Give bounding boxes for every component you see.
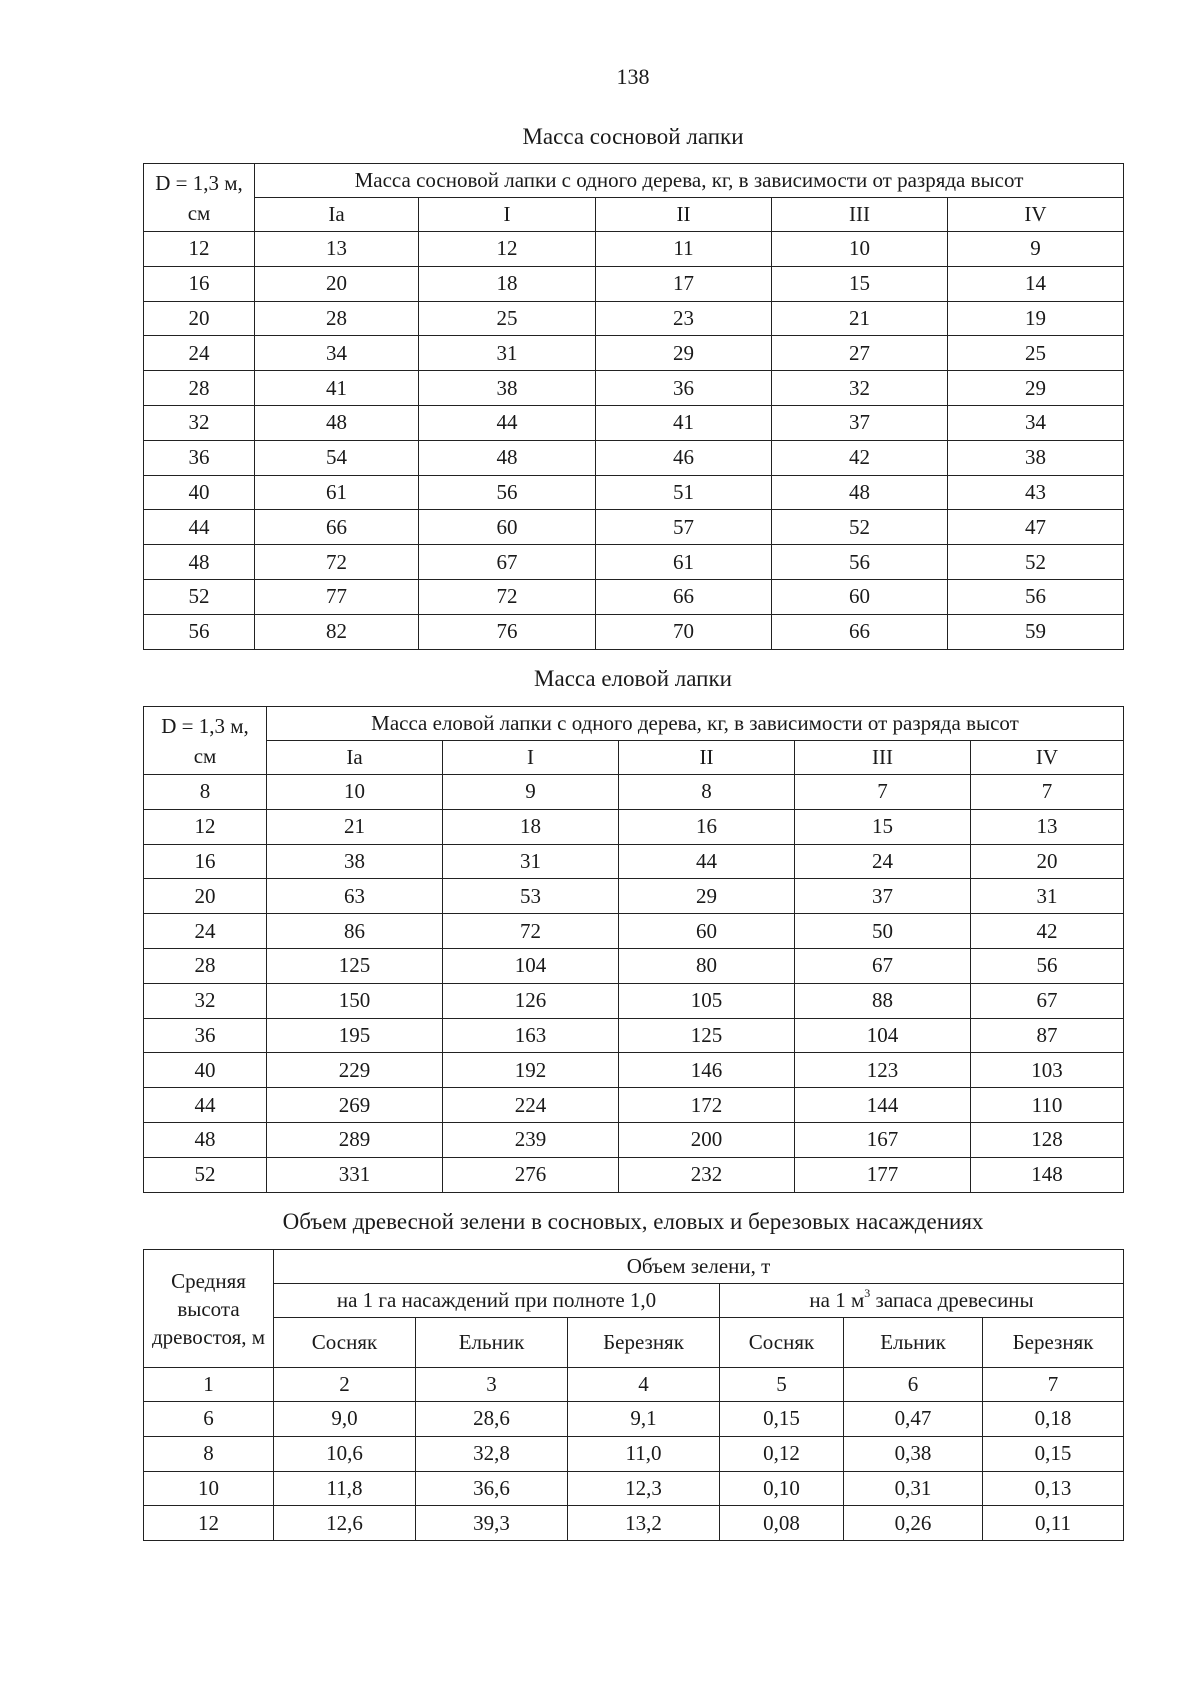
table-cell: 61	[596, 545, 772, 580]
table-row	[144, 1471, 1124, 1506]
row-stub-cell: 32	[144, 983, 267, 1018]
cubic-superscript: 3	[864, 1286, 871, 1300]
table-cell: 76	[419, 614, 596, 649]
table-row	[144, 266, 1124, 301]
row-stub-cell: 12	[144, 809, 267, 844]
table-cell: 72	[419, 579, 596, 614]
table-cell: 44	[619, 844, 795, 879]
table-cell: 104	[795, 1018, 971, 1053]
column-number: 1	[144, 1368, 274, 1402]
stub-header: Средняя высота древостоя, м	[144, 1250, 274, 1368]
table-cell: 0,11	[983, 1506, 1124, 1541]
column-header: Березняк	[568, 1318, 720, 1368]
row-stub-cell: 24	[144, 914, 267, 949]
row-stub-cell: 28	[144, 371, 255, 406]
table-row	[144, 336, 1124, 371]
row-stub-cell: 36	[144, 1018, 267, 1053]
subgroup-per-hectare: на 1 га насаждений при полноте 1,0	[274, 1284, 720, 1318]
table-cell: 43	[948, 475, 1124, 510]
table-cell: 0,13	[983, 1471, 1124, 1506]
table-cell: 0,26	[844, 1506, 983, 1541]
table-cell: 14	[948, 266, 1124, 301]
table-cell: 60	[619, 914, 795, 949]
table-row	[144, 844, 1124, 879]
table-row	[144, 405, 1124, 440]
page-number: 138	[616, 64, 650, 89]
table-cell: 51	[596, 475, 772, 510]
table-cell: 15	[795, 809, 971, 844]
group-header: Масса еловой лапки с одного дерева, кг, в зависимости от разряда высот	[267, 707, 1124, 741]
column-header: III	[772, 198, 948, 232]
subgroup-per-cubic-meter-suffix: запаса древесины	[870, 1288, 1034, 1312]
table-cell: 48	[255, 405, 419, 440]
table-cell: 126	[443, 983, 619, 1018]
table-cell: 48	[772, 475, 948, 510]
table-cell: 110	[971, 1088, 1124, 1123]
table-row	[144, 579, 1124, 614]
table-cell: 67	[419, 545, 596, 580]
table-cell: 10	[772, 232, 948, 267]
table-cell: 34	[948, 405, 1124, 440]
row-stub-cell: 6	[144, 1402, 274, 1437]
table-cell: 29	[619, 879, 795, 914]
table-cell: 39,3	[416, 1506, 568, 1541]
table-cell: 24	[795, 844, 971, 879]
column-header: Ia	[267, 741, 443, 775]
row-stub-cell: 48	[144, 545, 255, 580]
table-cell: 125	[619, 1018, 795, 1053]
table-cell: 192	[443, 1053, 619, 1088]
table-row	[144, 1018, 1124, 1053]
table-cell: 57	[596, 510, 772, 545]
table-cell: 66	[596, 579, 772, 614]
table-cell: 232	[619, 1157, 795, 1192]
table-row	[144, 775, 1124, 810]
row-stub-cell: 52	[144, 579, 255, 614]
table-cell: 59	[948, 614, 1124, 649]
table-cell: 36	[596, 371, 772, 406]
table-row	[144, 1053, 1124, 1088]
row-stub-cell: 12	[144, 1506, 274, 1541]
column-header: II	[596, 198, 772, 232]
table-cell: 103	[971, 1053, 1124, 1088]
column-header: I	[419, 198, 596, 232]
table-row	[144, 1506, 1124, 1541]
table-cell: 29	[948, 371, 1124, 406]
table-cell: 34	[255, 336, 419, 371]
table-row	[144, 440, 1124, 475]
column-header: Ia	[255, 198, 419, 232]
table-cell: 42	[971, 914, 1124, 949]
table-cell: 11	[596, 232, 772, 267]
group-header: Объем зелени, т	[274, 1250, 1124, 1284]
table-cell: 60	[419, 510, 596, 545]
table-row	[144, 1436, 1124, 1471]
table-cell: 36,6	[416, 1471, 568, 1506]
table-cell: 8	[619, 775, 795, 810]
table-cell: 38	[267, 844, 443, 879]
table-cell: 0,08	[720, 1506, 844, 1541]
table-cell: 13	[971, 809, 1124, 844]
table-cell: 56	[772, 545, 948, 580]
table-cell: 25	[419, 301, 596, 336]
table-cell: 289	[267, 1122, 443, 1157]
stub-header: D = 1,3 м, см	[144, 164, 255, 232]
subgroup-per-cubic-meter	[720, 1284, 1124, 1318]
table-cell: 56	[419, 475, 596, 510]
table-row	[144, 1088, 1124, 1123]
table-cell: 16	[619, 809, 795, 844]
table-cell: 41	[255, 371, 419, 406]
table-cell: 7	[971, 775, 1124, 810]
table-cell: 12,6	[274, 1506, 416, 1541]
table-cell: 13	[255, 232, 419, 267]
table-cell: 19	[948, 301, 1124, 336]
table-cell: 54	[255, 440, 419, 475]
column-header: I	[443, 741, 619, 775]
group-header: Масса сосновой лапки с одного дерева, кг, в зависимости от разряда высот	[255, 164, 1124, 198]
spruce-branch-mass-table	[143, 706, 1124, 1193]
table-cell: 163	[443, 1018, 619, 1053]
table-cell: 31	[443, 844, 619, 879]
table-cell: 86	[267, 914, 443, 949]
table-cell: 32,8	[416, 1436, 568, 1471]
table-cell: 72	[443, 914, 619, 949]
column-header: Ельник	[416, 1318, 568, 1368]
table-cell: 42	[772, 440, 948, 475]
table-cell: 200	[619, 1122, 795, 1157]
table-cell: 239	[443, 1122, 619, 1157]
table-cell: 123	[795, 1053, 971, 1088]
table-cell: 146	[619, 1053, 795, 1088]
table-cell: 66	[772, 614, 948, 649]
table-row	[144, 371, 1124, 406]
table-cell: 105	[619, 983, 795, 1018]
table-cell: 229	[267, 1053, 443, 1088]
table-cell: 87	[971, 1018, 1124, 1053]
table-cell: 9,0	[274, 1402, 416, 1437]
column-header: Сосняк	[720, 1318, 844, 1368]
row-stub-cell: 28	[144, 948, 267, 983]
table-row	[144, 301, 1124, 336]
table-cell: 0,15	[983, 1436, 1124, 1471]
table-cell: 56	[948, 579, 1124, 614]
table-cell: 269	[267, 1088, 443, 1123]
table-cell: 125	[267, 948, 443, 983]
column-number: 7	[983, 1368, 1124, 1402]
table-cell: 0,10	[720, 1471, 844, 1506]
table-cell: 25	[948, 336, 1124, 371]
table-cell: 195	[267, 1018, 443, 1053]
table-cell: 224	[443, 1088, 619, 1123]
table-cell: 32	[772, 371, 948, 406]
row-stub-cell: 44	[144, 510, 255, 545]
table-cell: 172	[619, 1088, 795, 1123]
table-cell: 23	[596, 301, 772, 336]
table-cell: 0,38	[844, 1436, 983, 1471]
table-cell: 15	[772, 266, 948, 301]
table-cell: 29	[596, 336, 772, 371]
table-cell: 67	[971, 983, 1124, 1018]
stub-header: D = 1,3 м, см	[144, 707, 267, 775]
table-cell: 167	[795, 1122, 971, 1157]
table-cell: 37	[772, 405, 948, 440]
table-cell: 63	[267, 879, 443, 914]
greenery-volume-table	[143, 1249, 1124, 1541]
row-stub-cell: 48	[144, 1122, 267, 1157]
column-header: III	[795, 741, 971, 775]
table-row	[144, 879, 1124, 914]
table-cell: 47	[948, 510, 1124, 545]
row-stub-cell: 24	[144, 336, 255, 371]
table-cell: 20	[971, 844, 1124, 879]
row-stub-cell: 40	[144, 475, 255, 510]
table-cell: 11,8	[274, 1471, 416, 1506]
table-cell: 0,12	[720, 1436, 844, 1471]
column-number: 5	[720, 1368, 844, 1402]
table-cell: 9	[443, 775, 619, 810]
table-row	[144, 475, 1124, 510]
table-row	[144, 614, 1124, 649]
row-stub-cell: 56	[144, 614, 255, 649]
table-cell: 104	[443, 948, 619, 983]
table-cell: 27	[772, 336, 948, 371]
pine-branch-mass-table	[143, 163, 1124, 650]
table-cell: 276	[443, 1157, 619, 1192]
table-cell: 56	[971, 948, 1124, 983]
table-cell: 18	[443, 809, 619, 844]
table-cell: 52	[772, 510, 948, 545]
row-stub-cell: 20	[144, 301, 255, 336]
table-cell: 77	[255, 579, 419, 614]
table-cell: 53	[443, 879, 619, 914]
table-row	[144, 1122, 1124, 1157]
table-row	[144, 914, 1124, 949]
table-cell: 17	[596, 266, 772, 301]
table-cell: 46	[596, 440, 772, 475]
column-number: 3	[416, 1368, 568, 1402]
table-cell: 11,0	[568, 1436, 720, 1471]
row-stub-cell: 8	[144, 1436, 274, 1471]
table-cell: 82	[255, 614, 419, 649]
table-cell: 9	[948, 232, 1124, 267]
column-header: II	[619, 741, 795, 775]
table-row	[144, 545, 1124, 580]
table-cell: 28,6	[416, 1402, 568, 1437]
row-stub-cell: 8	[144, 775, 267, 810]
table-cell: 44	[419, 405, 596, 440]
table-cell: 12	[419, 232, 596, 267]
column-header: Березняк	[983, 1318, 1124, 1368]
table-cell: 67	[795, 948, 971, 983]
row-stub-cell: 32	[144, 405, 255, 440]
table-cell: 148	[971, 1157, 1124, 1192]
table-cell: 10,6	[274, 1436, 416, 1471]
column-number: 4	[568, 1368, 720, 1402]
table-cell: 10	[267, 775, 443, 810]
table-row	[144, 948, 1124, 983]
table-cell: 18	[419, 266, 596, 301]
table-cell: 0,47	[844, 1402, 983, 1437]
table2-title: Масса еловой лапки	[534, 666, 732, 691]
table-row	[144, 232, 1124, 267]
table-cell: 21	[772, 301, 948, 336]
table-cell: 0,15	[720, 1402, 844, 1437]
table-row	[144, 1402, 1124, 1437]
table-cell: 61	[255, 475, 419, 510]
column-header: IV	[948, 198, 1124, 232]
table-cell: 52	[948, 545, 1124, 580]
table-cell: 9,1	[568, 1402, 720, 1437]
table-cell: 144	[795, 1088, 971, 1123]
table-cell: 7	[795, 775, 971, 810]
table-cell: 88	[795, 983, 971, 1018]
table-row	[144, 510, 1124, 545]
column-number: 6	[844, 1368, 983, 1402]
row-stub-cell: 16	[144, 266, 255, 301]
table-cell: 21	[267, 809, 443, 844]
table-cell: 41	[596, 405, 772, 440]
table-row	[144, 1157, 1124, 1192]
table-cell: 80	[619, 948, 795, 983]
row-stub-cell: 20	[144, 879, 267, 914]
row-stub-cell: 12	[144, 232, 255, 267]
table-cell: 13,2	[568, 1506, 720, 1541]
row-stub-cell: 44	[144, 1088, 267, 1123]
table3-title: Объем древесной зелени в сосновых, еловых и березовых насаждениях	[282, 1209, 984, 1234]
table-row	[144, 983, 1124, 1018]
table-cell: 66	[255, 510, 419, 545]
table-cell: 60	[772, 579, 948, 614]
table-cell: 48	[419, 440, 596, 475]
column-number: 2	[274, 1368, 416, 1402]
column-header: Ельник	[844, 1318, 983, 1368]
table1-title: Масса сосновой лапки	[522, 124, 744, 149]
row-stub-cell: 40	[144, 1053, 267, 1088]
row-stub-cell: 36	[144, 440, 255, 475]
table-cell: 38	[419, 371, 596, 406]
table-cell: 31	[971, 879, 1124, 914]
row-stub-cell: 16	[144, 844, 267, 879]
column-header: Сосняк	[274, 1318, 416, 1368]
table-cell: 177	[795, 1157, 971, 1192]
table-cell: 128	[971, 1122, 1124, 1157]
table-cell: 70	[596, 614, 772, 649]
table-cell: 50	[795, 914, 971, 949]
table-cell: 150	[267, 983, 443, 1018]
table-row	[144, 809, 1124, 844]
row-stub-cell: 52	[144, 1157, 267, 1192]
table-cell: 28	[255, 301, 419, 336]
table-cell: 331	[267, 1157, 443, 1192]
table-cell: 20	[255, 266, 419, 301]
table-cell: 38	[948, 440, 1124, 475]
subgroup-per-cubic-meter-prefix: на 1 м	[809, 1288, 865, 1312]
column-header: IV	[971, 741, 1124, 775]
row-stub-cell: 10	[144, 1471, 274, 1506]
table-cell: 37	[795, 879, 971, 914]
table-cell: 0,18	[983, 1402, 1124, 1437]
table-cell: 72	[255, 545, 419, 580]
table-cell: 0,31	[844, 1471, 983, 1506]
table-cell: 12,3	[568, 1471, 720, 1506]
table-cell: 31	[419, 336, 596, 371]
